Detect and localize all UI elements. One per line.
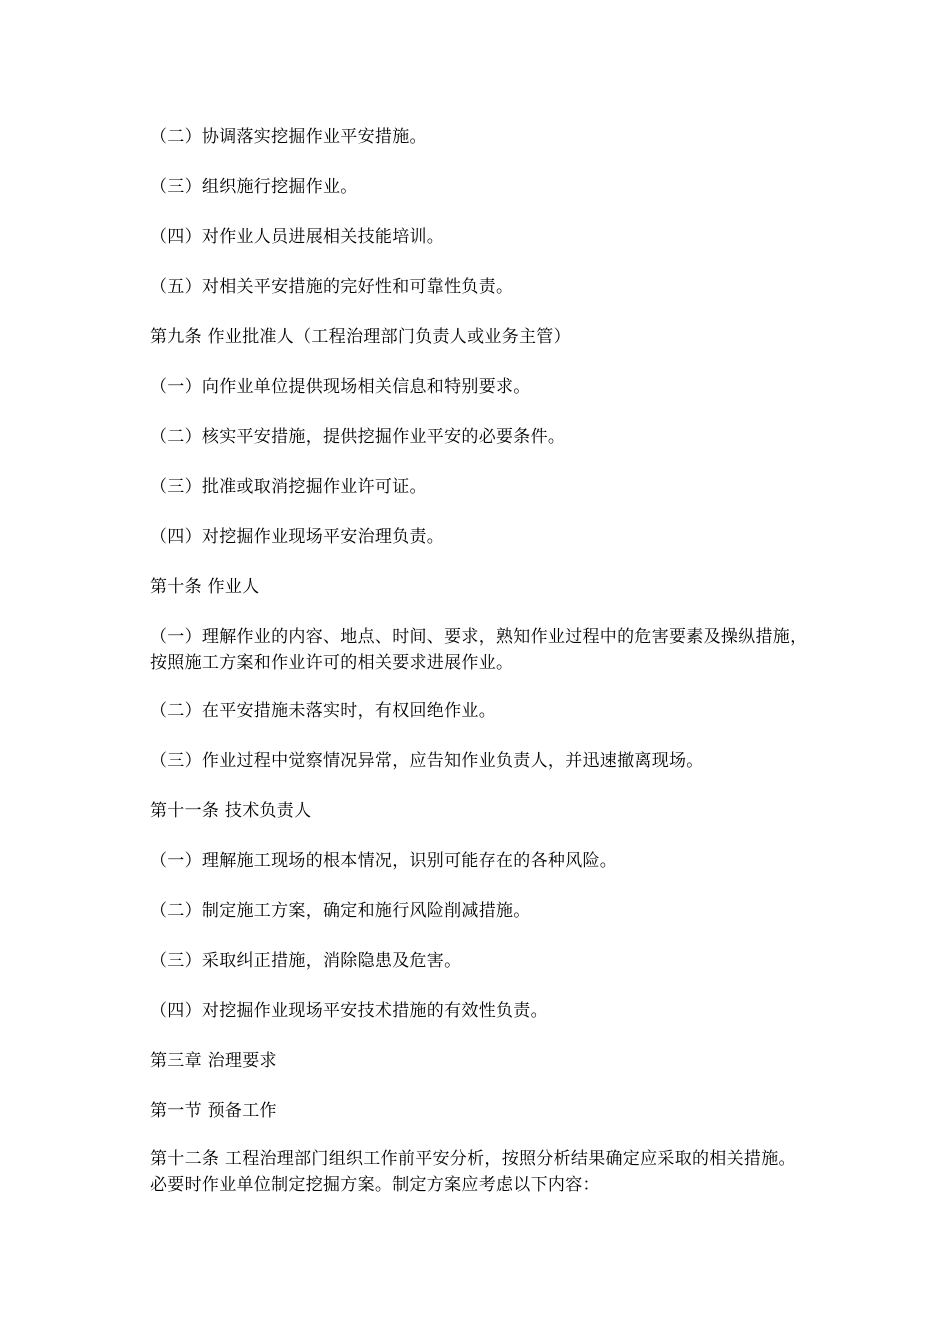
paragraph-item-2: （二）核实平安措施，提供挖掘作业平安的必要条件。 (150, 427, 566, 447)
article-12-paragraph: 第十二条 工程治理部门组织工作前平安分析，按照分析结果确定应采取的相关措施。必要时作业单位制定挖掘方案。制定方案应考虑以下内容： (150, 1149, 796, 1195)
paragraph-item-3: （三）组织施行挖掘作业。 (150, 177, 358, 197)
article-9-heading: 第九条 作业批准人（工程治理部门负责人或业务主管） (150, 327, 571, 347)
chapter-3-heading: 第三章 治理要求 (150, 1051, 277, 1071)
paragraph-item-4: （四）对挖掘作业现场平安治理负责。 (150, 527, 445, 547)
paragraph-item-5: （五）对相关平安措施的完好性和可靠性负责。 (150, 277, 514, 297)
paragraph-item-4: （四）对作业人员进展相关技能培训。 (150, 227, 445, 247)
paragraph-item-3: （三）采取纠正措施，消除隐患及危害。 (150, 951, 462, 971)
paragraph-item-2: （二）制定施工方案，确定和施行风险削减措施。 (150, 901, 531, 921)
paragraph-item-2: （二）在平安措施未落实时，有权回绝作业。 (150, 701, 496, 721)
paragraph-item-3: （三）作业过程中觉察情况异常，应告知作业负责人，并迅速撤离现场。 (150, 751, 704, 771)
article-11-heading: 第十一条 技术负责人 (150, 801, 312, 821)
section-1-heading: 第一节 预备工作 (150, 1101, 277, 1121)
paragraph-item-1: （一）理解施工现场的根本情况，识别可能存在的各种风险。 (150, 851, 618, 871)
paragraph-item-1: （一）向作业单位提供现场相关信息和特别要求。 (150, 377, 531, 397)
paragraph-item-1: （一）理解作业的内容、地点、时间、要求，熟知作业过程中的危害要素及操纵措施，按照施工方案和作业许可的相关要求进展作业。 (150, 627, 808, 673)
paragraph-item-2: （二）协调落实挖掘作业平安措施。 (150, 127, 427, 147)
paragraph-item-4: （四）对挖掘作业现场平安技术措施的有效性负责。 (150, 1001, 548, 1021)
paragraph-item-3: （三）批准或取消挖掘作业许可证。 (150, 477, 427, 497)
article-10-heading: 第十条 作业人 (150, 577, 260, 597)
